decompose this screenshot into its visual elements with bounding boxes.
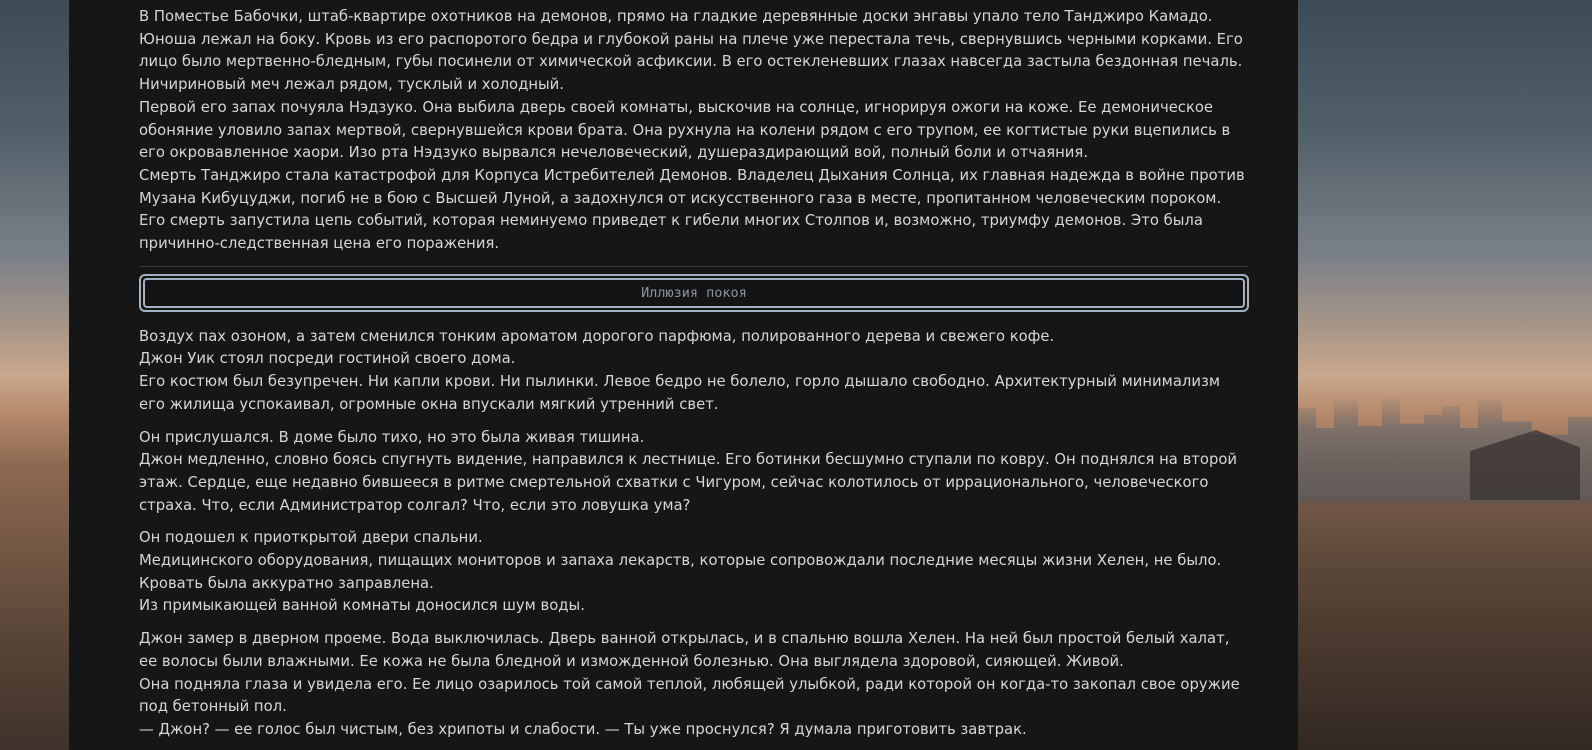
story-paragraph: Он прислушался. В доме было тихо, но это была живая тишина. [139, 428, 645, 446]
story-paragraph: В Поместье Бабочки, штаб-квартире охотников на демонов, прямо на гладкие деревянные доски энгавы упало тело Танджиро Камадо. Юноша лежал на боку. Кровь из его распоротого бедра и глубокой раны на плече уже перестала течь, свернувшись черными корками. Его лицо было мертвенно-бледным, губы посинели от химической асфиксии. В его остекленевших глазах навсегда застыла бездонная печаль. Ничириновый меч лежал рядом, тусклый и холодный. [139, 8, 1243, 94]
background-scenery-left [0, 460, 70, 750]
background-scenery-right [1298, 500, 1592, 750]
story-paragraph: Джон медленно, словно боясь спугнуть видение, направился к лестнице. Его ботинки бесшумно ступали по ковру. Он поднялся на второй этаж. Сердце, еще недавно бившееся в ритме смертельной схватки с Чигуром, сейчас колотилось от иррационального, человеческого страха. Что, если Администратор солгал? Что, если это ловушка ума? [139, 451, 1238, 514]
paragraph-group [139, 326, 1248, 417]
story-panel [69, 0, 1298, 750]
paragraph-group [139, 427, 1248, 518]
previous-chapter-text [139, 6, 1248, 256]
story-paragraph: Она подняла глаза и увидела его. Ее лицо озарилось той самой теплой, любящей улыбкой, ради которой он когда-то закопал свое оружие под бетонный пол. [139, 675, 1240, 716]
paragraph-group [139, 527, 1248, 618]
current-chapter-text [139, 326, 1248, 742]
chapter-divider [139, 266, 1248, 267]
story-paragraph: Джон замер в дверном проеме. Вода выключилась. Дверь ванной открылась, и в спальню вошла Хелен. На ней был простой белый халат, ее волосы были влажными. Ее кожа не была бледной и изможденной болезнью. Она выглядела здоровой, сияющей. Живой. [139, 630, 1230, 670]
story-paragraph: Из примыкающей ванной комнаты доносился шум воды. [139, 597, 585, 615]
story-paragraph: Воздух пах озоном, а затем сменился тонким ароматом дорогого парфюма, полированного дерева и свежего кофе. [139, 327, 1055, 345]
story-paragraph: Джон Уик стоял посреди гостиной своего дома. [139, 350, 516, 368]
story-paragraph: — Джон? — ее голос был чистым, без хрипоты и слабости. — Ты уже проснулся? Я думала приготовить завтрак. [139, 720, 1027, 738]
story-paragraph: Смерть Танджиро стала катастрофой для Корпуса Истребителей Демонов. Владелец Дыхания Солнца, их главная надежда в войне против Музана Кибуцуджи, погиб не в бою с Высшей Луной, а задохнулся от искусственного газа в месте, пропитанном человеческим пороком. Его смерть запустила цепь событий, которая неминуемо приведет к гибели многих Столпов и, возможно, триумфу демонов. Это была причинно-следственная цена его поражения. [139, 166, 1245, 253]
chapter-title-box [139, 274, 1249, 312]
chapter-title: Иллюзия покоя [143, 278, 1245, 308]
story-paragraph: Медицинского оборудования, пищащих мониторов и запаха лекарств, которые сопровождали последние месяцы жизни Хелен, не было. [139, 552, 1222, 570]
story-paragraph: Он подошел к приоткрытой двери спальни. [139, 529, 483, 547]
story-paragraph: Его костюм был безупречен. Ни капли крови. Ни пылинки. Левое бедро не болело, горло дышало свободно. Архитектурный минимализм его жилища успокаивал, огромные окна впускали мягкий утренний свет. [139, 373, 1220, 413]
story-paragraph: Первой его запах почуяла Нэдзуко. Она выбила дверь своей комнаты, выскочив на солнце, игнорируя ожоги на коже. Ее демоническое обоняние уловило запах мертвой, свернувшейся крови брата. Она рухнула на колени рядом с его трупом, ее когтистые руки вцепились в его окровавленное хаори. Изо рта Нэдзуко вырвался нечеловеческий, душераздирающий вой, полный боли и отчаяния. [139, 98, 1231, 162]
paragraph-group [139, 628, 1248, 742]
story-paragraph: Кровать была аккуратно заправлена. [139, 574, 434, 592]
